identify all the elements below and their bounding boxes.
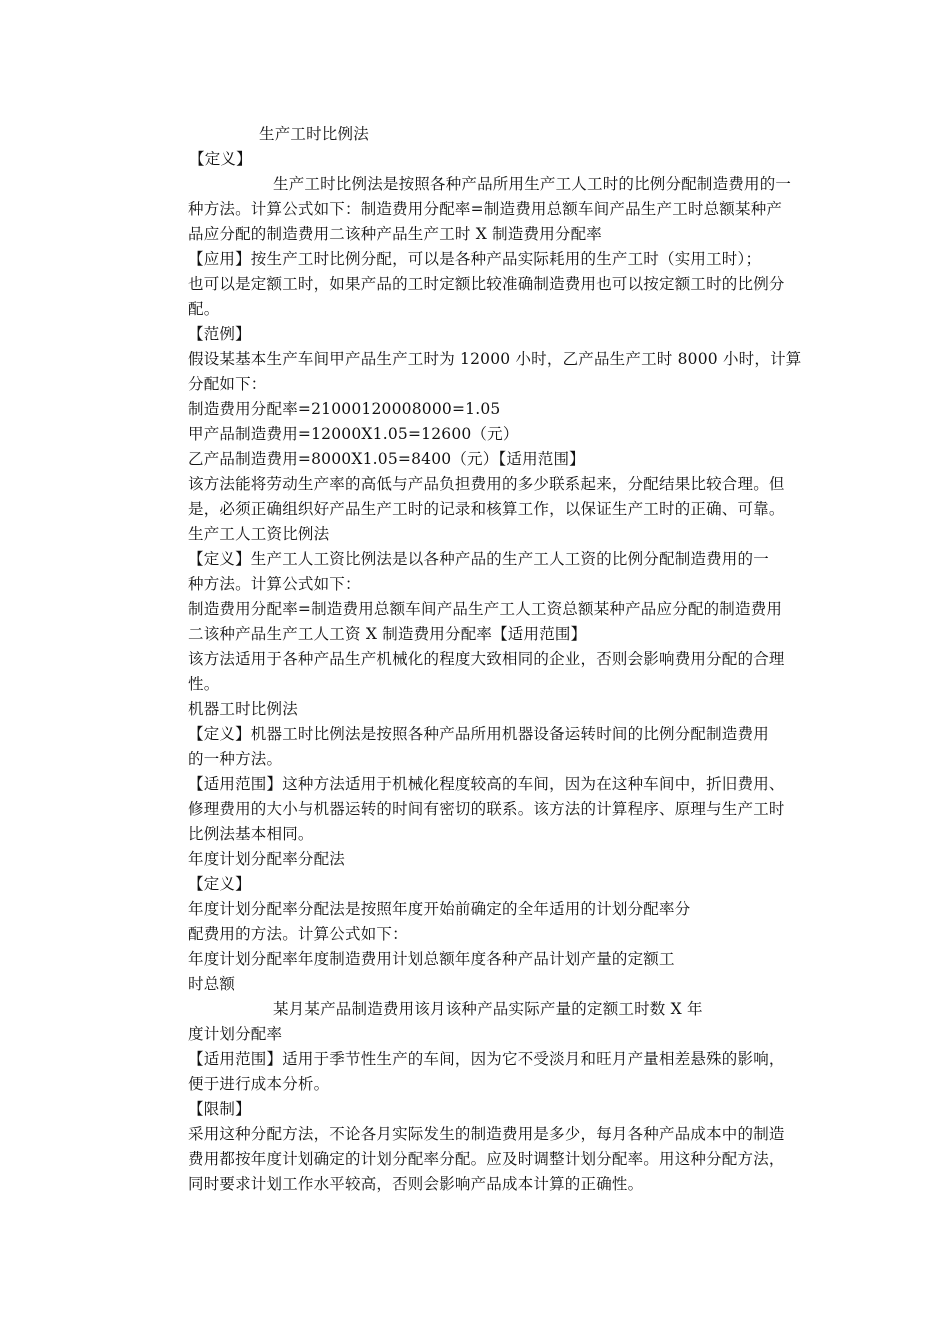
paragraph-line: 同时要求计划工作水平较高，否则会影响产品成本计算的正确性。 xyxy=(188,1175,644,1193)
paragraph-line: 【应用】按生产工时比例分配，可以是各种产品实际耗用的生产工时（实用工时）； xyxy=(188,250,762,268)
paragraph-line: 费用都按年度计划确定的计划分配率分配。应及时调整计划分配率。用这种分配方法， xyxy=(188,1150,785,1168)
paragraph-line: 便于进行成本分析。 xyxy=(188,1075,330,1093)
paragraph-line: 也可以是定额工时，如果产品的工时定额比较准确制造费用也可以按定额工时的比例分 xyxy=(188,275,785,293)
paragraph-line: 配费用的方法。计算公式如下： xyxy=(188,925,408,943)
paragraph-line: 该方法适用于各种产品生产机械化的程度大致相同的企业，否则会影响费用分配的合理 xyxy=(188,650,785,668)
paragraph-line: 分配如下： xyxy=(188,375,267,393)
paragraph-line: 【定义】机器工时比例法是按照各种产品所用机器设备运转时间的比例分配制造费用 xyxy=(188,725,769,743)
formula-line: 某月某产品制造费用该月该种产品实际产量的定额工时数 X 年 xyxy=(273,1000,703,1018)
paragraph-line: 配。 xyxy=(188,300,220,318)
paragraph-line: 年度计划分配率分配法是按照年度开始前确定的全年适用的计划分配率分 xyxy=(188,900,691,918)
section-title: 机器工时比例法 xyxy=(188,700,298,718)
paragraph-line: 【适用范围】适用于季节性生产的车间，因为它不受淡月和旺月产量相差悬殊的影响， xyxy=(188,1050,785,1068)
paragraph-line: 修理费用的大小与机器运转的时间有密切的联系。该方法的计算程序、原理与生产工时 xyxy=(188,800,785,818)
paragraph-line: 假设某基本生产车间甲产品生产工时为 12000 小时，乙产品生产工时 8000 小时，计算 xyxy=(188,350,802,368)
paragraph-line: 品应分配的制造费用二该种产品生产工时 X 制造费用分配率 xyxy=(188,225,602,243)
paragraph-line: 是，必须正确组织好产品生产工时的记录和核算工作，以保证生产工时的正确、可靠。 xyxy=(188,500,785,518)
paragraph-line: 比例法基本相同。 xyxy=(188,825,314,843)
formula-line: 制造费用分配率=21000120008000=1.05 xyxy=(188,400,501,418)
section-label: 【定义】 xyxy=(189,150,252,168)
paragraph-line: 采用这种分配方法，不论各月实际发生的制造费用是多少，每月各种产品成本中的制造 xyxy=(188,1125,785,1143)
formula-line: 度计划分配率 xyxy=(188,1025,283,1043)
section-label: 【范例】 xyxy=(188,325,251,343)
section-title: 年度计划分配率分配法 xyxy=(188,850,346,868)
paragraph-line: 性。 xyxy=(188,675,220,693)
paragraph-line: 生产工时比例法是按照各种产品所用生产工人工时的比例分配制造费用的一 xyxy=(273,175,792,193)
formula-line: 二该种产品生产工人工资 X 制造费用分配率【适用范围】 xyxy=(188,625,587,643)
section-title: 生产工时比例法 xyxy=(259,125,369,143)
formula-line: 乙产品制造费用=8000X1.05=8400（元）【适用范围】 xyxy=(188,450,585,468)
paragraph-line: 的一种方法。 xyxy=(188,750,283,768)
section-title: 生产工人工资比例法 xyxy=(188,525,330,543)
paragraph-line: 种方法。计算公式如下： xyxy=(188,575,361,593)
section-label: 【定义】 xyxy=(188,875,251,893)
formula-line: 制造费用分配率=制造费用总额车间产品生产工人工资总额某种产品应分配的制造费用 xyxy=(188,600,783,618)
paragraph-line: 【定义】生产工人工资比例法是以各种产品的生产工人工资的比例分配制造费用的一 xyxy=(188,550,769,568)
formula-line: 时总额 xyxy=(188,975,236,993)
paragraph-line: 【适用范围】这种方法适用于机械化程度较高的车间，因为在这种车间中，折旧费用、 xyxy=(188,775,785,793)
section-label: 【限制】 xyxy=(188,1100,251,1118)
formula-line: 年度计划分配率年度制造费用计划总额年度各种产品计划产量的定额工 xyxy=(188,950,675,968)
paragraph-line: 种方法。计算公式如下：制造费用分配率=制造费用总额车间产品生产工时总额某种产 xyxy=(188,200,783,218)
paragraph-line: 该方法能将劳动生产率的高低与产品负担费用的多少联系起来，分配结果比较合理。但 xyxy=(188,475,785,493)
formula-line: 甲产品制造费用=12000X1.05=12600（元） xyxy=(188,425,519,443)
